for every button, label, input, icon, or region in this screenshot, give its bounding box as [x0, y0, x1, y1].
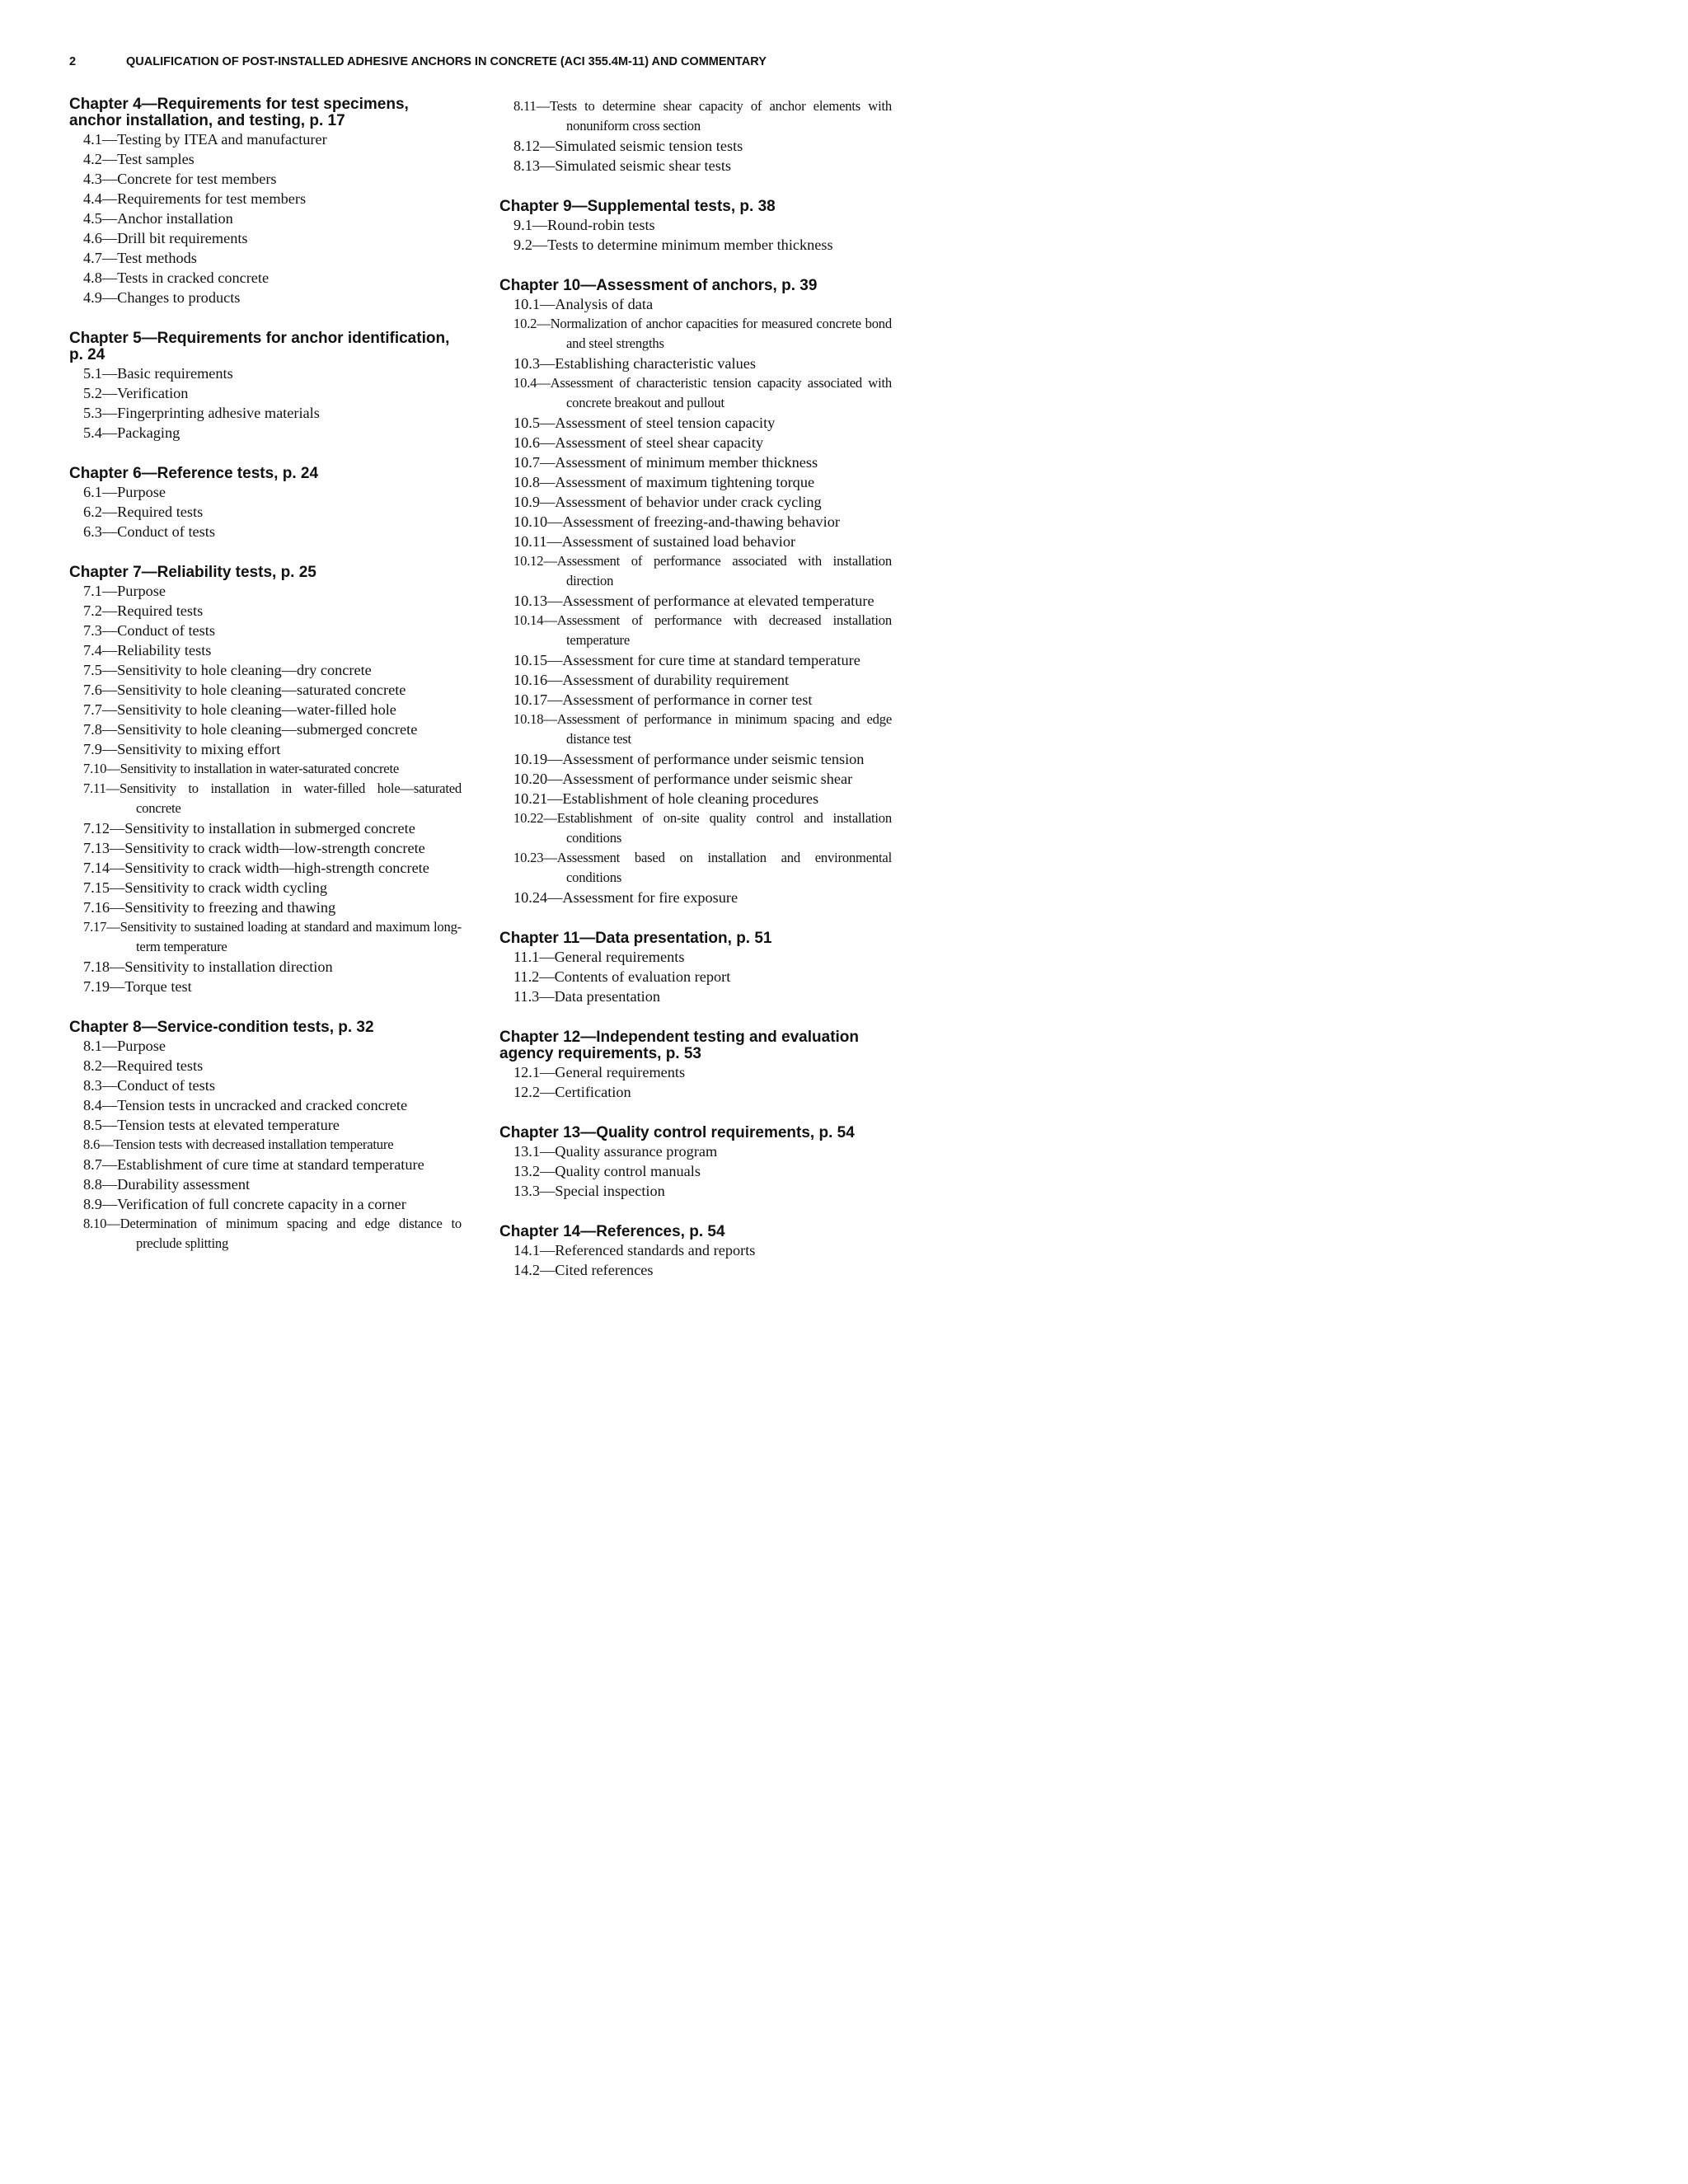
toc-entry[interactable]: 4.4—Requirements for test members — [83, 190, 307, 207]
toc-entry[interactable]: 10.12—Assessment of performance associated with installation direction — [513, 553, 892, 588]
chapter-heading[interactable]: Chapter 11—Data presentation, p. 51 — [499, 930, 772, 947]
toc-entry[interactable]: 10.10—Assessment of freezing-and-thawing behavior — [513, 513, 840, 530]
chapter-heading[interactable]: Chapter 9—Supplemental tests, p. 38 — [499, 198, 776, 215]
toc-entry[interactable]: 10.14—Assessment of performance with decreased installation temperature — [513, 612, 892, 648]
toc-entry[interactable]: 8.11—Tests to determine shear capacity of anchor elements with nonuniform cross section — [513, 98, 892, 134]
toc-entry[interactable]: 8.2—Required tests — [83, 1057, 204, 1074]
toc-entry[interactable]: 7.4—Reliability tests — [83, 642, 212, 658]
toc-entry[interactable]: 6.2—Required tests — [83, 504, 204, 520]
chapter-heading[interactable]: Chapter 13—Quality control requirements, p. 54 — [499, 1124, 855, 1141]
chapter-heading[interactable]: Chapter 10—Assessment of anchors, p. 39 — [499, 277, 818, 294]
toc-entry[interactable]: 5.2—Verification — [83, 385, 189, 401]
toc-entry[interactable]: 14.1—Referenced standards and reports — [513, 1242, 756, 1258]
toc-entry[interactable]: 4.5—Anchor installation — [83, 210, 233, 227]
chapter-heading[interactable]: Chapter 4—Requirements for test specimens, anchor installation, and testing, p. 17 — [69, 96, 409, 129]
page-number: 2 — [69, 55, 77, 68]
toc-entry[interactable]: 10.23—Assessment based on installation and environmental conditions — [513, 850, 892, 885]
toc-entry[interactable]: 7.2—Required tests — [83, 602, 204, 619]
toc-entry[interactable]: 9.1—Round-robin tests — [513, 217, 655, 233]
toc-chapter — [69, 330, 462, 443]
chapter-heading[interactable]: Chapter 8—Service-condition tests, p. 32 — [69, 1019, 374, 1036]
toc-entry[interactable]: 5.3—Fingerprinting adhesive materials — [83, 405, 320, 421]
page-header — [69, 55, 943, 68]
chapter-heading[interactable]: Chapter 5—Requirements for anchor identification, p. 24 — [69, 330, 450, 363]
toc-entry[interactable]: 7.16—Sensitivity to freezing and thawing — [83, 899, 336, 916]
toc-entry[interactable]: 8.6—Tension tests with decreased installation temperature — [83, 1137, 394, 1152]
toc-entry[interactable]: 8.7—Establishment of cure time at standard temperature — [83, 1156, 424, 1173]
toc-entry[interactable]: 10.24—Assessment for fire exposure — [513, 889, 738, 906]
toc-entry[interactable]: 10.22—Establishment of on-site quality control and installation conditions — [513, 810, 892, 846]
toc-entry[interactable]: 10.7—Assessment of minimum member thickness — [513, 454, 818, 471]
toc-entry[interactable]: 7.14—Sensitivity to crack width—high-strength concrete — [83, 860, 429, 876]
toc-continued-entries — [499, 96, 892, 176]
toc-entry[interactable]: 10.1—Analysis of data — [513, 296, 654, 312]
toc-entry[interactable]: 4.1—Testing by ITEA and manufacturer — [83, 131, 327, 148]
toc-entry[interactable]: 7.18—Sensitivity to installation direction — [83, 958, 333, 975]
toc-entry[interactable]: 7.15—Sensitivity to crack width cycling — [83, 879, 328, 896]
toc-entry[interactable]: 11.3—Data presentation — [513, 988, 661, 1005]
toc-entry[interactable]: 13.1—Quality assurance program — [513, 1143, 718, 1160]
toc-entry[interactable]: 4.2—Test samples — [83, 151, 195, 167]
toc-entry[interactable]: 6.3—Conduct of tests — [83, 523, 215, 540]
toc-entry[interactable]: 8.3—Conduct of tests — [83, 1077, 215, 1094]
toc-entry[interactable]: 11.2—Contents of evaluation report — [513, 968, 731, 985]
toc-entry[interactable]: 7.13—Sensitivity to crack width—low-strength concrete — [83, 840, 425, 856]
toc-entry[interactable]: 10.15—Assessment for cure time at standard temperature — [513, 652, 860, 668]
toc-entry[interactable]: 8.4—Tension tests in uncracked and cracked concrete — [83, 1097, 408, 1113]
toc-chapter — [499, 1029, 892, 1102]
toc-chapter — [499, 930, 892, 1006]
chapter-heading[interactable]: Chapter 14—References, p. 54 — [499, 1223, 725, 1240]
toc-entry[interactable]: 7.12—Sensitivity to installation in submerged concrete — [83, 820, 415, 837]
toc-entry[interactable]: 7.10—Sensitivity to installation in water-saturated concrete — [83, 761, 400, 776]
toc-entry[interactable]: 11.1—General requirements — [513, 949, 685, 965]
toc-entry[interactable]: 7.11—Sensitivity to installation in water-filled hole—saturated concrete — [83, 780, 462, 816]
toc-entry[interactable]: 10.9—Assessment of behavior under crack cycling — [513, 494, 822, 510]
toc-entry[interactable]: 7.5—Sensitivity to hole cleaning—dry concrete — [83, 662, 372, 678]
toc-entry[interactable]: 8.8—Durability assessment — [83, 1176, 251, 1193]
toc-entry[interactable]: 7.9—Sensitivity to mixing effort — [83, 741, 281, 757]
toc-entry[interactable]: 12.2—Certification — [513, 1084, 631, 1100]
toc-entry[interactable]: 10.18—Assessment of performance in minimum spacing and edge distance test — [513, 711, 892, 747]
toc-entry[interactable]: 10.11—Assessment of sustained load behavior — [513, 533, 796, 550]
toc-entry[interactable]: 7.6—Sensitivity to hole cleaning—saturated concrete — [83, 682, 406, 698]
toc-entry[interactable]: 8.13—Simulated seismic shear tests — [513, 157, 732, 174]
toc-entry[interactable]: 6.1—Purpose — [83, 484, 166, 500]
toc-entry[interactable]: 7.3—Conduct of tests — [83, 622, 215, 639]
toc-entry[interactable]: 10.3—Establishing characteristic values — [513, 355, 756, 372]
toc-chapter — [69, 565, 462, 996]
toc-entry[interactable]: 8.10—Determination of minimum spacing and edge distance to preclude splitting — [83, 1216, 462, 1251]
toc-entry[interactable]: 7.8—Sensitivity to hole cleaning—submerged concrete — [83, 721, 418, 738]
chapter-heading[interactable]: Chapter 12—Independent testing and evaluation agency requirements, p. 53 — [499, 1029, 860, 1062]
toc-entry[interactable]: 5.4—Packaging — [83, 424, 181, 441]
toc-entry[interactable]: 12.1—General requirements — [513, 1064, 686, 1080]
toc-chapter — [69, 96, 462, 307]
toc-entry[interactable]: 10.13—Assessment of performance at elevated temperature — [513, 593, 874, 609]
toc-entry[interactable]: 4.9—Changes to products — [83, 289, 241, 306]
toc-chapter — [69, 1019, 462, 1254]
toc-entry[interactable]: 7.1—Purpose — [83, 583, 166, 599]
toc-entry[interactable]: 8.12—Simulated seismic tension tests — [513, 138, 743, 154]
toc-entry[interactable]: 7.17—Sensitivity to sustained loading at standard and maximum long-term temperature — [83, 919, 462, 954]
toc-chapter — [499, 1125, 892, 1201]
toc-entry[interactable]: 7.19—Torque test — [83, 978, 192, 995]
toc-entry[interactable]: 10.5—Assessment of steel tension capacity — [513, 415, 776, 431]
toc-chapter — [499, 199, 892, 255]
toc-entry[interactable]: 10.2—Normalization of anchor capacities for measured concrete bond and steel strengths — [513, 316, 892, 351]
chapter-heading[interactable]: Chapter 6—Reference tests, p. 24 — [69, 465, 319, 482]
chapter-heading[interactable]: Chapter 7—Reliability tests, p. 25 — [69, 564, 316, 581]
toc-entry[interactable]: 8.5—Tension tests at elevated temperature — [83, 1117, 340, 1133]
toc-entry[interactable]: 8.1—Purpose — [83, 1038, 166, 1054]
toc-entry[interactable]: 10.19—Assessment of performance under seismic tension — [513, 751, 865, 767]
toc-entry[interactable]: 5.1—Basic requirements — [83, 365, 233, 382]
toc-entry[interactable]: 10.21—Establishment of hole cleaning procedures — [513, 790, 819, 807]
toc-left-column — [69, 96, 462, 1277]
toc-entry[interactable]: 13.3—Special inspection — [513, 1183, 665, 1199]
toc-entry[interactable]: 14.2—Cited references — [513, 1262, 654, 1278]
toc-entry[interactable]: 10.16—Assessment of durability requirement — [513, 672, 790, 688]
toc-entry[interactable]: 10.4—Assessment of characteristic tension capacity associated with concrete breakout and pullout — [513, 375, 892, 410]
toc-chapter — [499, 278, 892, 907]
toc-entry[interactable]: 10.17—Assessment of performance in corner test — [513, 691, 813, 708]
running-title: QUALIFICATION OF POST-INSTALLED ADHESIVE ANCHORS IN CONCRETE (ACI 355.4M-11) AND COMMENTARY — [126, 55, 767, 68]
toc-entry[interactable]: 4.7—Test methods — [83, 250, 197, 266]
toc-entry[interactable]: 10.6—Assessment of steel shear capacity — [513, 434, 764, 451]
toc-entry[interactable]: 13.2—Quality control manuals — [513, 1163, 701, 1179]
toc-chapter — [499, 1224, 892, 1280]
toc-entry[interactable]: 7.7—Sensitivity to hole cleaning—water-filled hole — [83, 701, 396, 718]
toc-chapter — [69, 466, 462, 541]
toc-entry[interactable]: 10.8—Assessment of maximum tightening torque — [513, 474, 815, 490]
toc-entry[interactable]: 9.2—Tests to determine minimum member thickness — [513, 237, 833, 253]
toc-entry[interactable]: 4.8—Tests in cracked concrete — [83, 269, 270, 286]
toc-entry[interactable]: 10.20—Assessment of performance under seismic shear — [513, 771, 853, 787]
toc-right-column — [499, 96, 892, 1303]
toc-entry[interactable]: 4.3—Concrete for test members — [83, 171, 277, 187]
toc-entry[interactable]: 8.9—Verification of full concrete capacity in a corner — [83, 1196, 406, 1212]
toc-entry[interactable]: 4.6—Drill bit requirements — [83, 230, 248, 246]
